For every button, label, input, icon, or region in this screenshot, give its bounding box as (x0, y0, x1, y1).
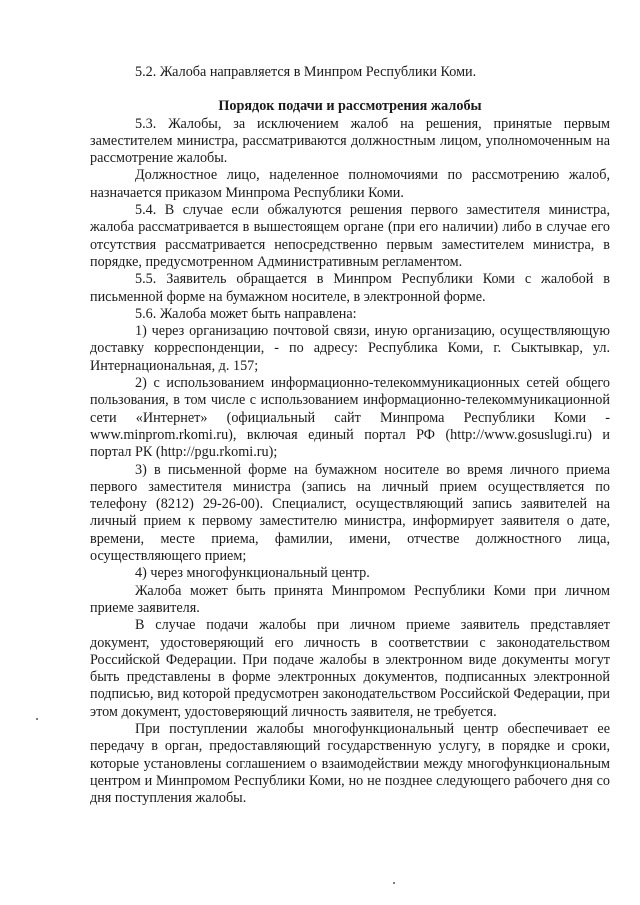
list-item-1: 1) через организацию почтовой связи, иную организацию, осуществляющую доставку корреспонденции, - по адресу: Республика Коми, г. Сыктывкар, ул. Интернациональная, д. 157; (90, 323, 610, 374)
paragraph-official: Должностное лицо, наделенное полномочиями по рассмотрению жалоб, назначается приказом Минпрома Республики Коми. (90, 167, 610, 201)
spacer (90, 81, 610, 98)
document-page (90, 64, 610, 807)
scan-speck (36, 718, 38, 720)
list-item-4: 4) через многофункциональный центр. (135, 565, 370, 582)
paragraph-5-6: 5.6. Жалоба может быть направлена: (135, 305, 357, 322)
section-heading: Порядок подачи и рассмотрения жалобы (218, 98, 482, 115)
paragraph-5-5: 5.5. Заявитель обращается в Минпром Республики Коми с жалобой в письменной форме на бумажном носителе, в электронной форме. (90, 271, 610, 305)
paragraph-mfc: При поступлении жалобы многофункциональный центр обеспечивает ее передачу в орган, предоставляющий государственную услугу, в порядке и сроки, которые установлены соглашением о взаимодействии между многофункциональным центром и Минпромом Республики Коми, но не позднее следующего рабочего дня со дня поступления жалобы. (90, 720, 610, 807)
paragraph-5-4: 5.4. В случае если обжалуются решения первого заместителя министра, жалоба рассматривается в вышестоящем органе (при его наличии) либо в случае его отсутствия рассматривается непосредственно первым заместителем министра, в порядке, предусмотренном Административным регламентом. (90, 202, 610, 270)
list-item-3: 3) в письменной форме на бумажном носителе во время личного приема первого заместителя министра (запись на личный прием осуществляется по телефону (8212) 29-26-00). Специалист, осуществляющий запись заявителей на личный прием к первому заместителю министра, информирует заявителя о дате, времени, месте приема, фамилии, имени, отчестве должностного лица, осуществляющего прием; (90, 461, 610, 565)
paragraph-accept: Жалоба может быть принята Минпромом Республики Коми при личном приеме заявителя. (90, 582, 610, 616)
paragraph-5-3: 5.3. Жалобы, за исключением жалоб на решения, принятые первым заместителем министра, рассматриваются должностным лицом, уполномоченным на рассмотрение жалобы. (90, 115, 610, 167)
paragraph-5-2: 5.2. Жалоба направляется в Минпром Республики Коми. (135, 64, 477, 80)
scan-speck (393, 882, 395, 884)
list-item-2: 2) с использованием информационно-телекоммуникационных сетей общего пользования, в том числе с использованием информационно-телекоммуникационной сети «Интернет» (официальный сайт Минпрома Республики Коми - www.minprom.rkomi.ru), включая единый портал РФ (http://www.gosuslugi.ru) и портал РК (http://pgu.rkomi.ru); (90, 375, 610, 461)
paragraph-personal-reception: В случае подачи жалобы при личном приеме заявитель представляет документ, удостоверяющий его личность в соответствии с законодательством Российской Федерации. При подаче жалобы в электронном виде документы могут быть представлены в форме электронных документов, подписанных электронной подписью, вид которой предусмотрен законодательством Российской Федерации, при этом документ, удостоверяющий личность заявителя, не требуется. (90, 617, 610, 720)
